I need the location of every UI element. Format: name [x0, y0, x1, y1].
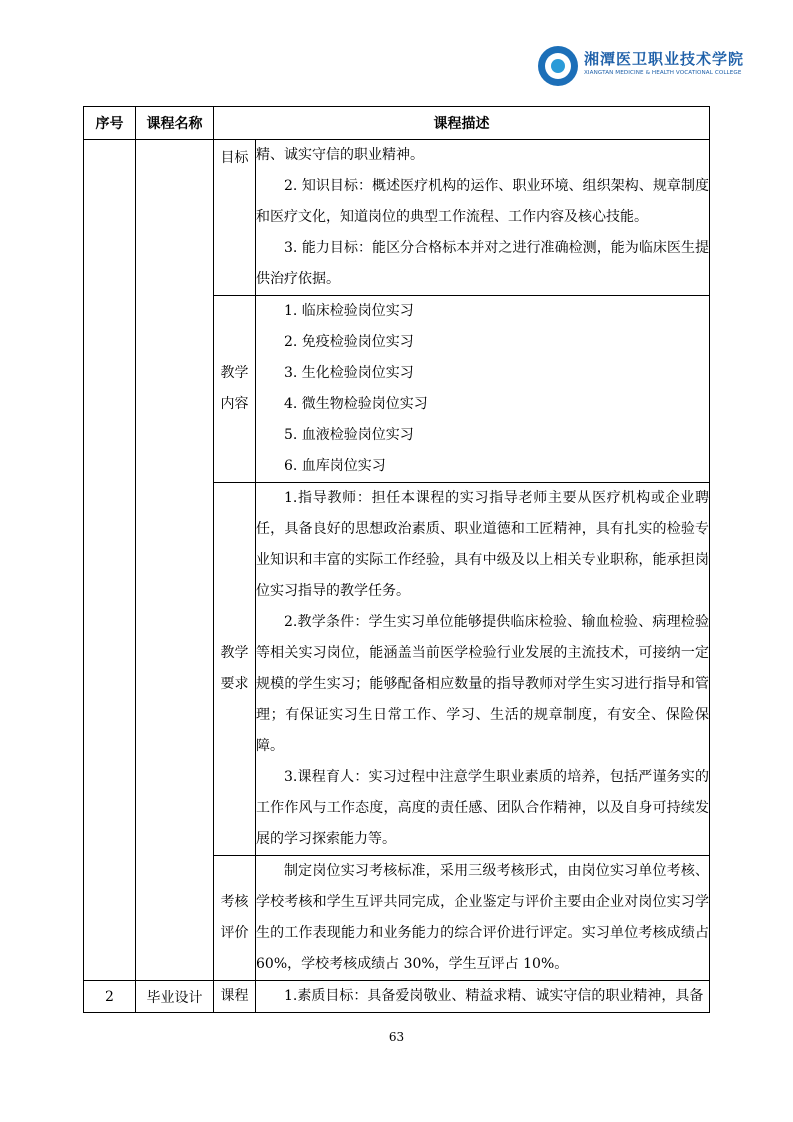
assessment-label: 考核 评价	[214, 856, 256, 981]
header-course-name: 课程名称	[136, 107, 214, 140]
logo-english-name: XIANGTAN MEDICINE & HEALTH VOCATIONAL COLLEGE	[584, 70, 742, 76]
row2-sub-label: 课程	[214, 981, 256, 1013]
row2-course-name: 毕业设计	[136, 981, 214, 1013]
goal-paragraph: 2. 知识目标：概述医疗机构的运作、职业环境、组织架构、规章制度和医疗文化，知道岗位的典型工作流程、工作内容及核心技能。	[256, 178, 709, 225]
curriculum-table	[83, 106, 710, 1013]
assessment-description	[256, 856, 710, 981]
row2-description	[256, 981, 710, 1013]
page-number: 63	[388, 1030, 405, 1044]
requirements-paragraph: 1.指导教师：担任本课程的实习指导老师主要从医疗机构或企业聘任，具备良好的思想政治素质、职业道德和工匠精神，具有扎实的检验专业知识和丰富的实际工作经验，具有中级及以上相关专业职称，能承担岗位实习指导的教学任务。	[256, 490, 709, 599]
list-item: 6. 血库岗位实习	[284, 458, 386, 474]
row2-paragraph: 1.素质目标：具备爱岗敬业、精益求精、诚实守信的职业精神，具备	[284, 988, 704, 1004]
table-row	[84, 981, 710, 1013]
requirements-label: 教学 要求	[214, 483, 256, 856]
goal-description	[256, 140, 710, 296]
goal-label: 目标	[214, 140, 256, 296]
row1-seq	[84, 140, 136, 981]
list-item: 5. 血液检验岗位实习	[284, 427, 414, 443]
requirements-paragraph: 3.课程育人：实习过程中注意学生职业素质的培养，包括严谨务实的工作作风与工作态度，高度的责任感、团队合作精神，以及自身可持续发展的学习探索能力等。	[256, 769, 709, 847]
goal-paragraph: 3. 能力目标：能区分合格标本并对之进行准确检测，能为临床医生提供治疗依据。	[256, 240, 709, 287]
table-header-row	[84, 107, 710, 140]
assessment-paragraph: 制定岗位实习考核标准，采用三级考核形式，由岗位实习单位考核、学校考核和学生互评共同完成，企业鉴定与评价主要由企业对岗位实习学生的工作表现能力和业务能力的综合评价进行评定。实习单位考核成绩占 60%，学校考核成绩占 30%，学生互评占 10%。	[256, 863, 709, 972]
requirements-description	[256, 483, 710, 856]
row1-course-name	[136, 140, 214, 981]
requirements-paragraph: 2.教学条件：学生实习单位能够提供临床检验、输血检验、病理检验等相关实习岗位，能涵盖当前医学检验行业发展的主流技术，可接纳一定规模的学生实习；能够配备相应数量的指导教师对学生实习进行指导和管理；有保证实习生日常工作、学习、生活的规章制度，有安全、保险保障。	[256, 614, 709, 754]
content-label: 教学 内容	[214, 296, 256, 483]
row2-seq: 2	[84, 981, 136, 1013]
list-item: 1. 临床检验岗位实习	[284, 303, 414, 319]
college-logo	[538, 44, 745, 90]
content-description	[256, 296, 710, 483]
logo-chinese-name: 湘潭医卫职业技术学院	[584, 50, 745, 68]
header-course-description: 课程描述	[214, 107, 710, 140]
list-item: 4. 微生物检验岗位实习	[284, 396, 428, 412]
table-row	[84, 140, 710, 296]
list-item: 2. 免疫检验岗位实习	[284, 334, 414, 350]
header-seq: 序号	[84, 107, 136, 140]
goal-paragraph: 精、诚实守信的职业精神。	[256, 147, 424, 163]
list-item: 3. 生化检验岗位实习	[284, 365, 414, 381]
college-seal-icon	[538, 46, 578, 86]
